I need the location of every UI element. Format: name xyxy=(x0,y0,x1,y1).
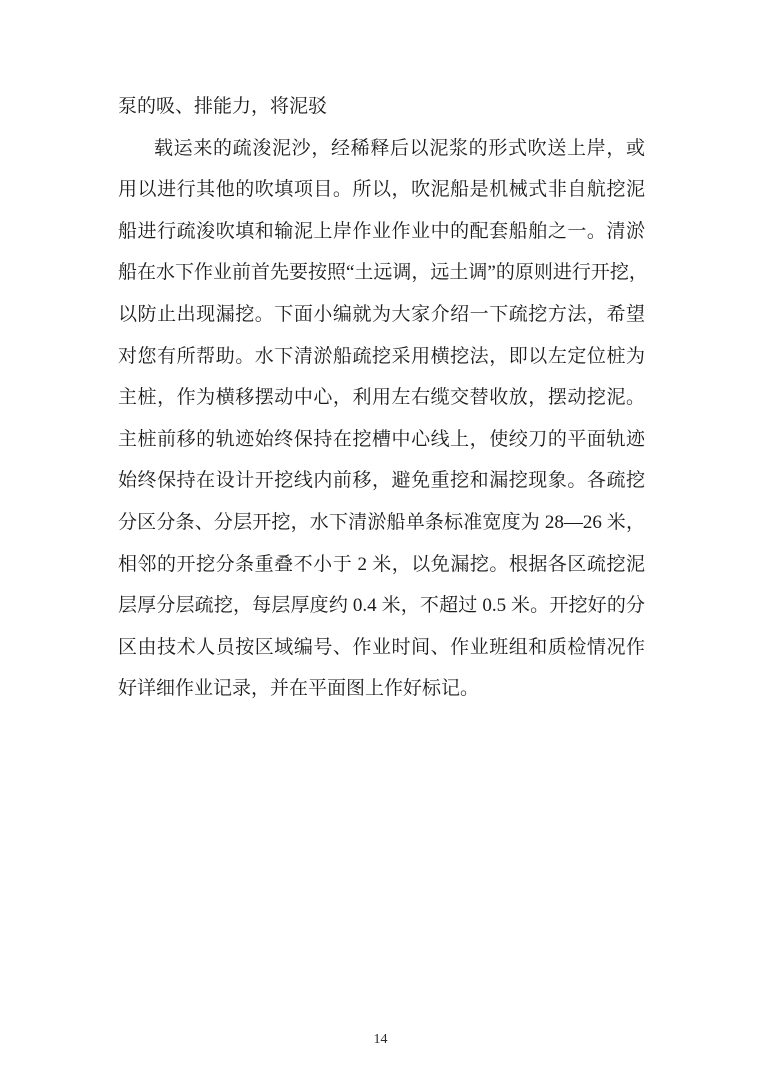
text-line: 用以进行其他的吹填项目。所以，吹泥船是机械式非自航挖泥 xyxy=(118,179,645,201)
text-line: 泵的吸、排能力，将泥驳 xyxy=(118,96,328,117)
text-line: 主桩，作为横移摆动中心，利用左右缆交替收放，摆动挖泥。 xyxy=(118,387,645,409)
text-line: 载运来的疏浚泥沙，经稀释后以泥浆的形式吹送上岸，或 xyxy=(154,137,645,159)
text-line: 分区分条、分层开挖，水下清淤船单条标准宽度为 28—26 米， xyxy=(118,511,645,533)
text-line: 以防止出现漏挖。下面小编就为大家介绍一下疏挖方法，希望 xyxy=(118,303,645,325)
text-line: 船在水下作业前首先要按照“土远调，远土调”的原则进行开挖， xyxy=(118,262,648,284)
text-line: 始终保持在设计开挖线内前移，避免重挖和漏挖现象。各疏挖 xyxy=(118,470,645,492)
document-body xyxy=(118,86,648,710)
text-line: 船进行疏浚吹填和输泥上岸作业作业中的配套船舶之一。清淤 xyxy=(118,220,645,242)
text-line: 主桩前移的轨迹始终保持在挖槽中心线上，使绞刀的平面轨迹 xyxy=(118,428,645,450)
text-line: 相邻的开挖分条重叠不小于 2 米，以免漏挖。根据各区疏挖泥 xyxy=(118,553,645,575)
text-line: 层厚分层疏挖，每层厚度约 0.4 米，不超过 0.5 米。开挖好的分 xyxy=(118,595,645,617)
text-line: 好详细作业记录，并在平面图上作好标记。 xyxy=(118,678,480,700)
page-number: 14 xyxy=(373,1032,388,1047)
text-line: 区由技术人员按区域编号、作业时间、作业班组和质检情况作 xyxy=(118,636,645,658)
text-line: 对您有所帮助。水下清淤船疏挖采用横挖法，即以左定位桩为 xyxy=(118,345,645,367)
